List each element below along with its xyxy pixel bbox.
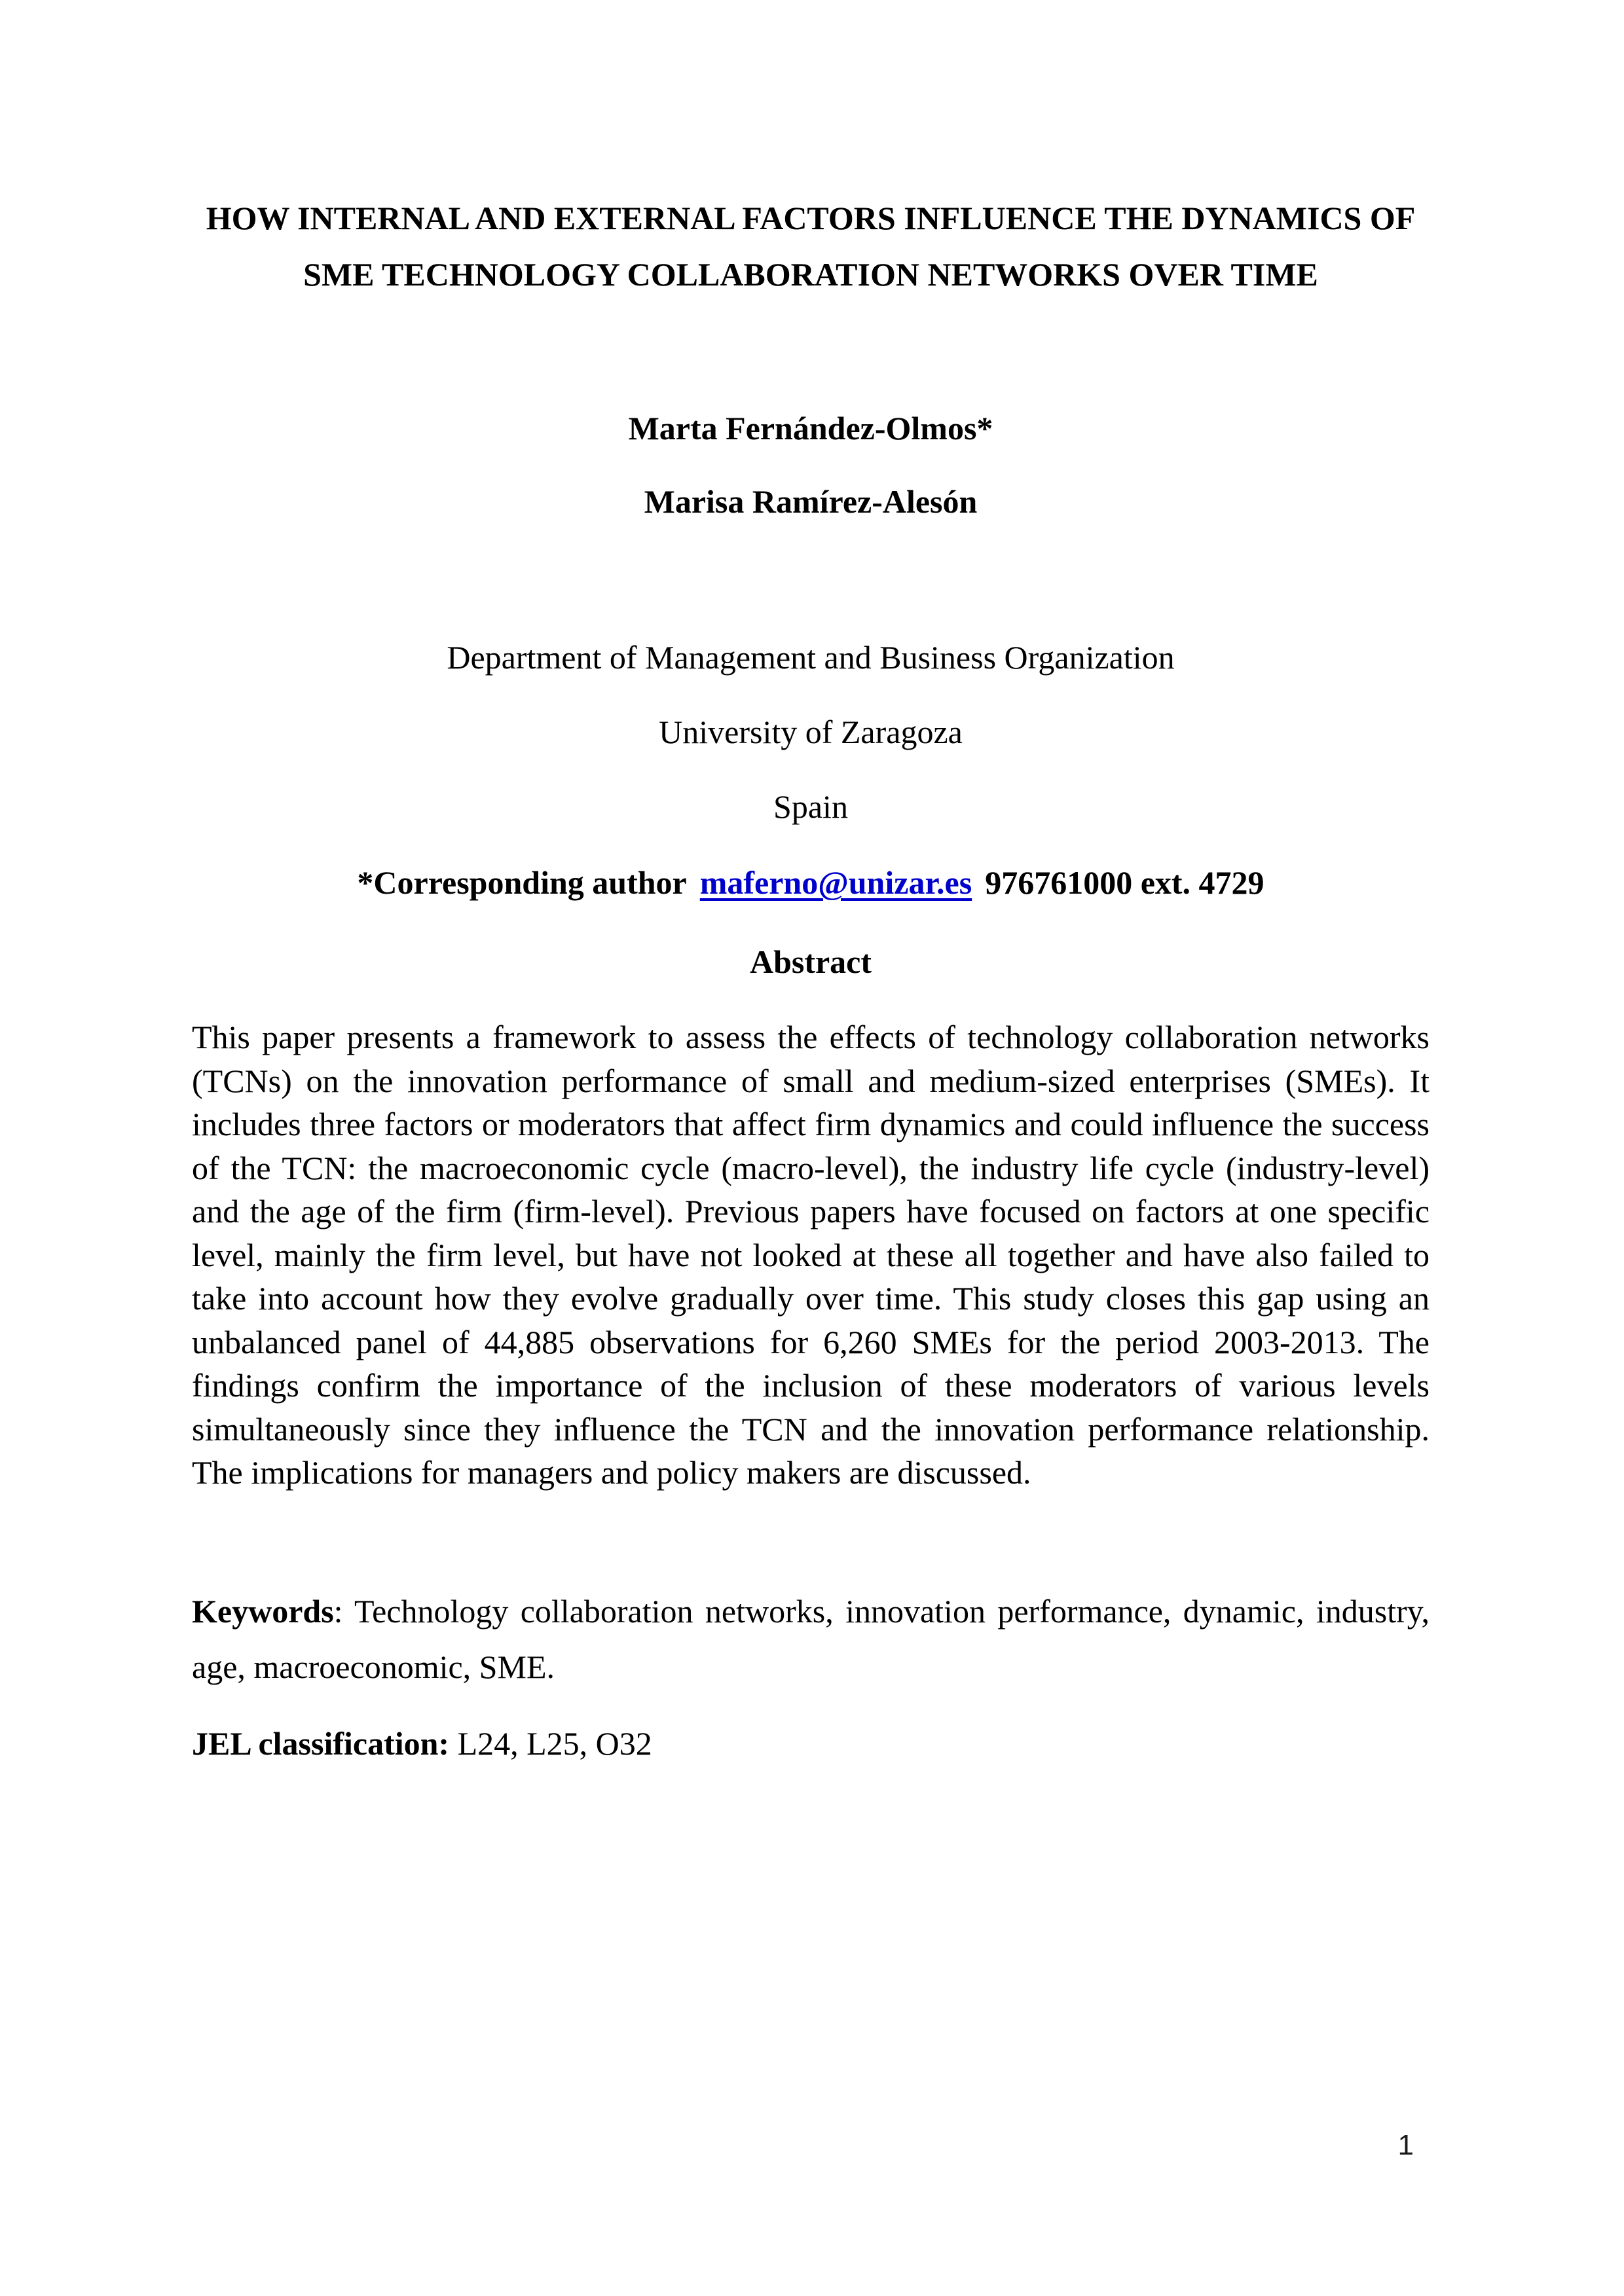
- author-list: [192, 392, 1430, 538]
- author-name-first: Marta Fernández-Olmos*: [628, 410, 993, 446]
- jel-classification-line: [192, 1724, 1430, 1763]
- corresponding-author-line: [192, 863, 1430, 902]
- corresponding-author-label: *Corresponding author: [357, 864, 687, 901]
- affiliation-department: Department of Management and Business Organization: [447, 639, 1175, 676]
- abstract-heading: Abstract: [749, 943, 872, 980]
- paper-title-line-1: HOW INTERNAL AND EXTERNAL FACTORS INFLUENCE THE DYNAMICS OF: [206, 200, 1416, 236]
- affiliation: [192, 620, 1430, 844]
- keywords-line: [192, 1584, 1430, 1695]
- affiliation-country: Spain: [773, 788, 848, 825]
- jel-text: L24, L25, O32: [449, 1725, 652, 1762]
- paper-title: [192, 190, 1430, 302]
- affiliation-university: University of Zaragoza: [659, 714, 963, 750]
- keywords-text: : Technology collaboration networks, innovation performance, dynamic, industry, age, macroeconomic, SME.: [192, 1593, 1430, 1685]
- keywords-label: Keywords: [192, 1593, 334, 1630]
- jel-label: JEL classification:: [192, 1725, 450, 1762]
- corresponding-author-phone: 976761000 ext. 4729: [985, 864, 1264, 901]
- corresponding-author-email-link[interactable]: maferno@unizar.es: [699, 864, 972, 901]
- page-number: 1: [1397, 2129, 1414, 2161]
- abstract-paragraph: This paper presents a framework to assess the effects of technology collaboration networks (TCNs) on the innovation performance of small and medium-sized enterprises (SMEs). It includes three factors or moderators that affect firm dynamics and could influence the success of the TCN: the macroeconomic cycle (macro-level), the industry life cycle (industry-level) and the age of the firm (firm-level). Previous papers have focused on factors at one specific level, mainly the firm level, but have not looked at these all together and have also failed to take into account how they evolve gradually over time. This study closes this gap using an unbalanced panel of 44,885 observations for 6,260 SMEs for the period 2003-2013. The findings confirm the importance of the inclusion of these moderators of various levels simultaneously since they influence the TCN and the innovation performance relationship. The implications for managers and policy makers are discussed.: [192, 1019, 1430, 1491]
- author-name-second: Marisa Ramírez-Alesón: [644, 483, 978, 520]
- paper-title-line-2: SME TECHNOLOGY COLLABORATION NETWORKS OVER TIME: [303, 256, 1318, 293]
